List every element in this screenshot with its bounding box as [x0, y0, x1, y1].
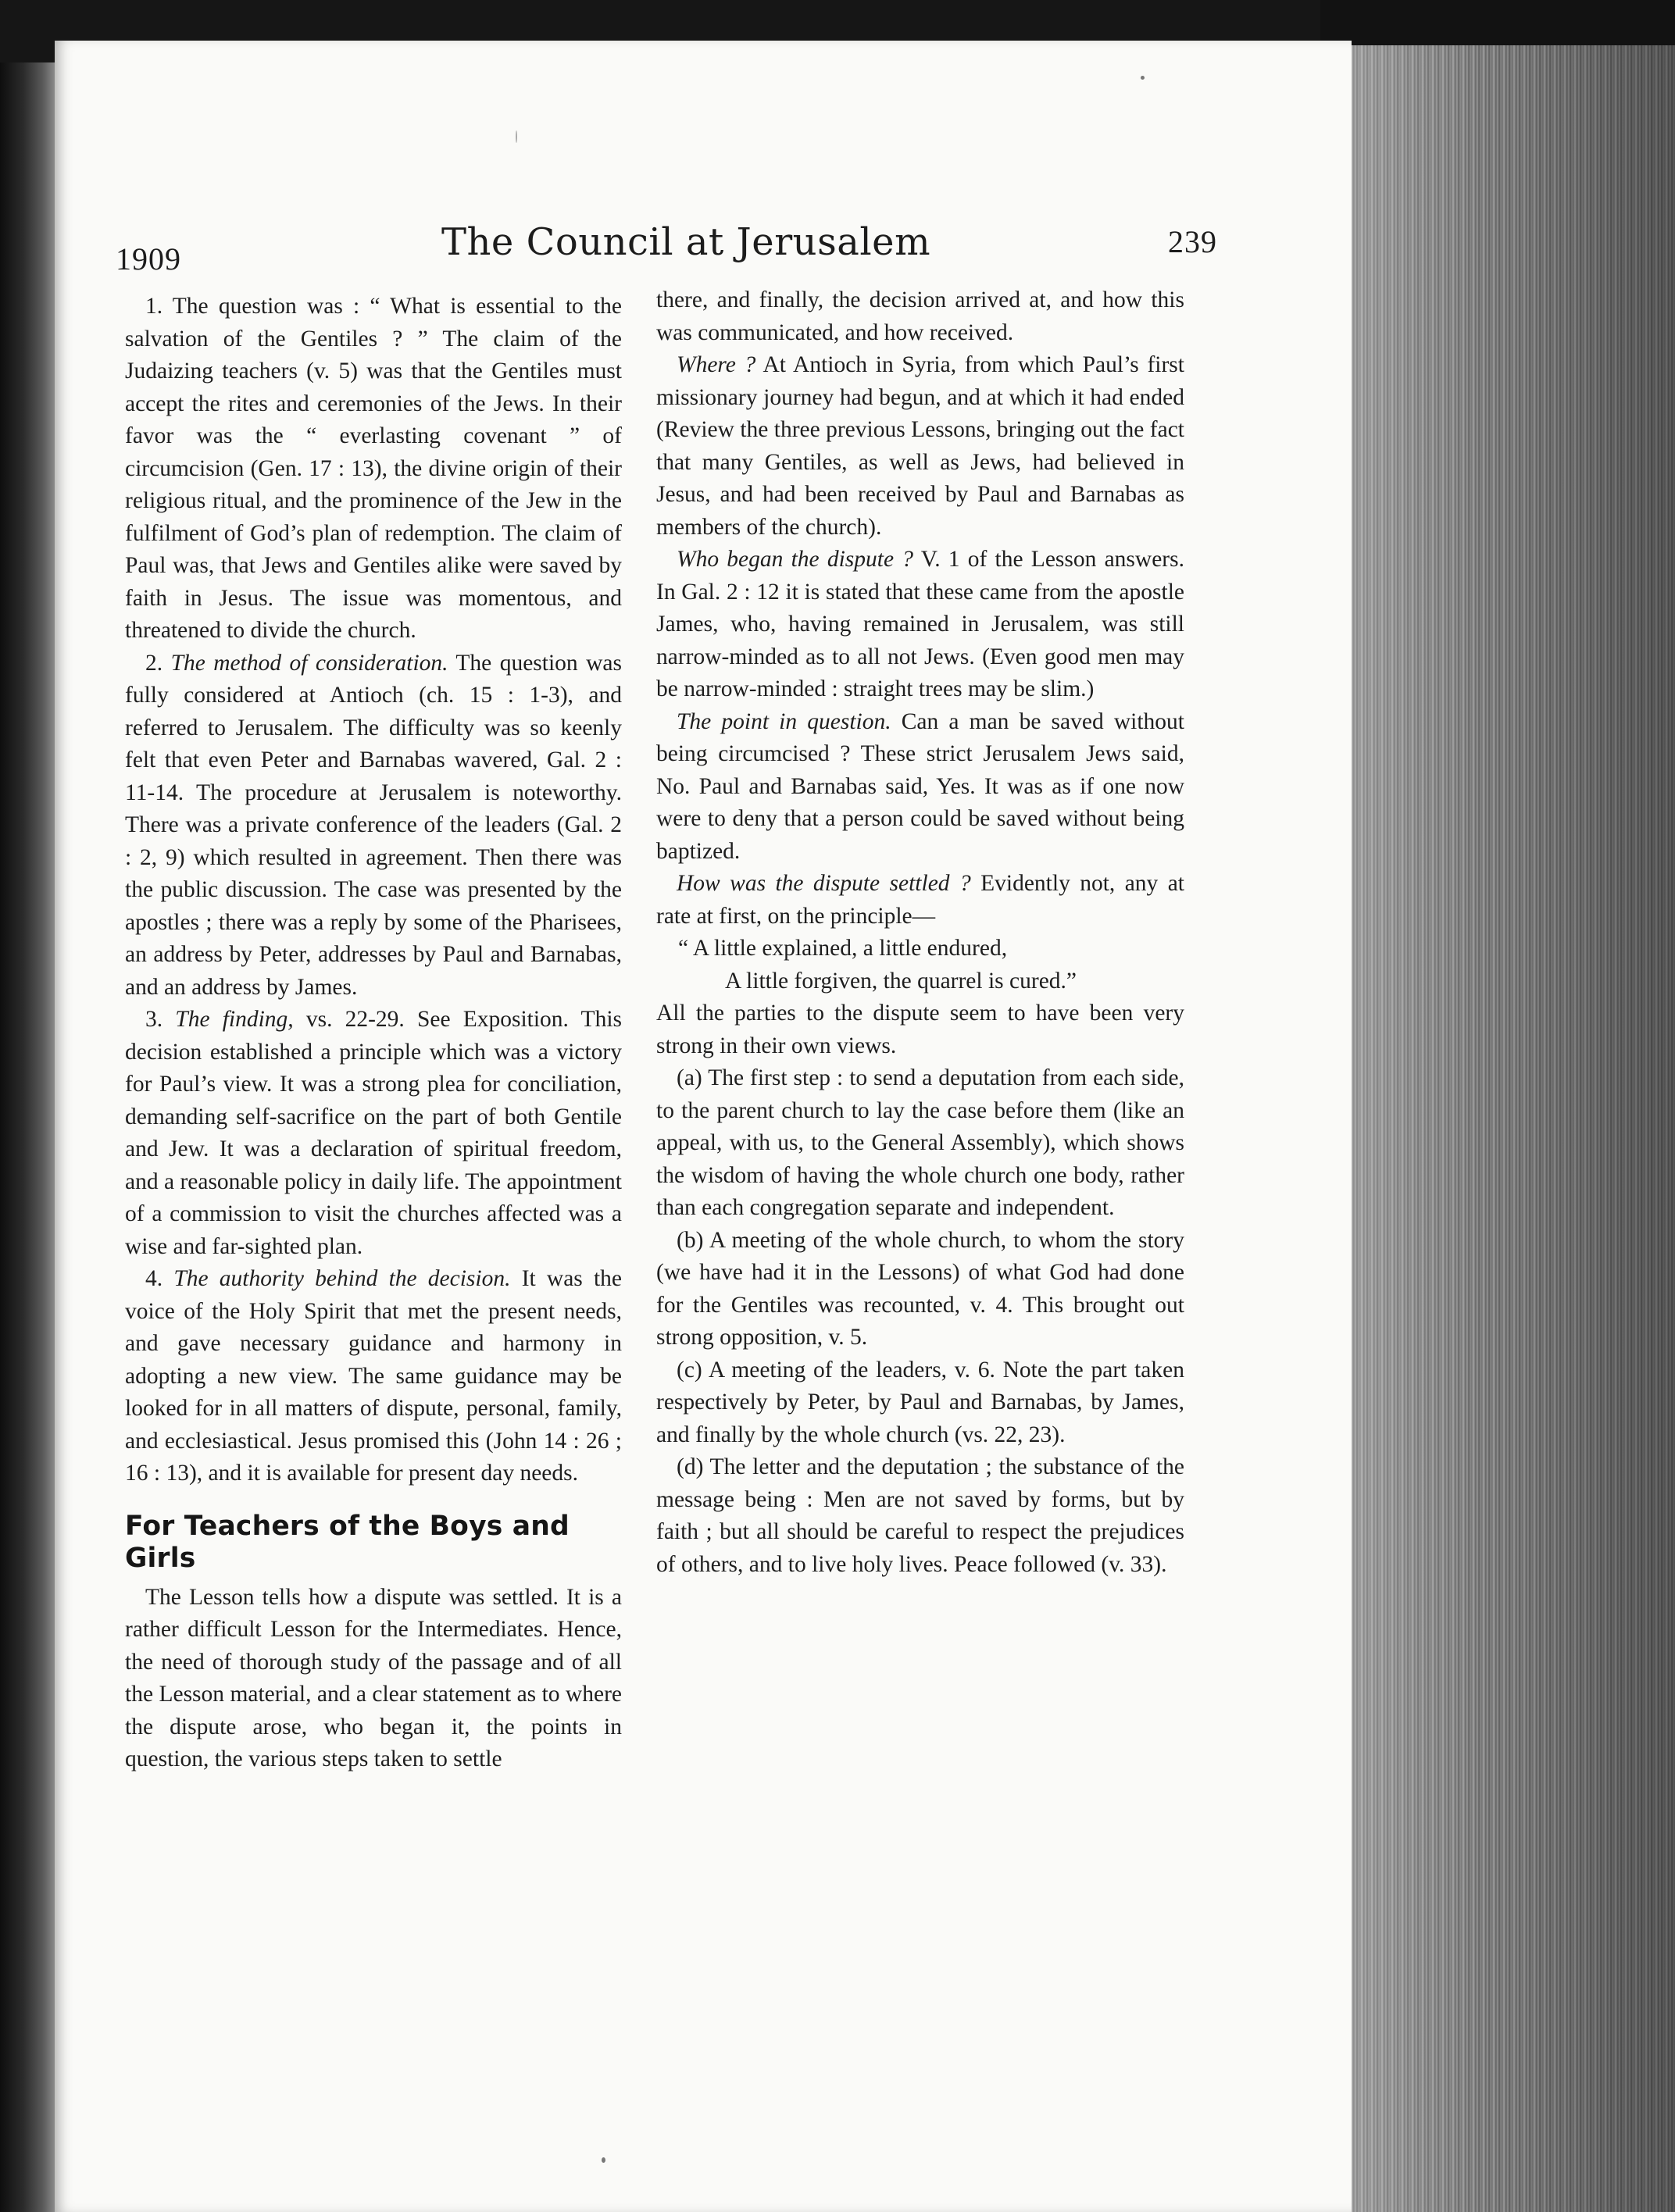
paragraph-text: It was the voice of the Holy Spirit that met the present needs, and gave necessary guidance and harmony in adopting a new view. The same guidance may be looked for in all matters of dispute, personal, family, and ecclesiastical. Jesus promised this (John 14 : 26 ; 16 : 13), and it is available for present day needs.: [125, 1266, 622, 1486]
paragraph-text: At Antioch in Syria, from which Paul’s first missionary journey had begun, and at which it had ended (Review the three previous Lessons, bringing out the fact that many Gentiles, as well as Jews, had believed in Jesus, and had been received by Paul and Barnabas as members of the church).: [656, 352, 1184, 540]
paragraph-how-settled: [656, 868, 1184, 933]
paragraph-lead-italic: The method of consideration.: [170, 650, 448, 676]
paragraph-text: Evidently not, any at rate at first, on the principle—: [656, 871, 1184, 929]
paragraph-lead-italic: Who began the dispute ?: [677, 547, 914, 572]
paragraph-text: vs. 22-29. See Exposition. This decision established a principle which was a victory for Paul’s view. It was a strong plea for conciliation, demanding self-sacrifice on the part of both Gentile and Jew. It was a declaration of spiritual freedom, and a reasonable policy in daily life. The appointment of a commission to visit the churches affected was a wise and far-sighted plan.: [125, 1007, 622, 1259]
section-heading: For Teachers of the Boys and Girls: [125, 1510, 570, 1574]
paragraph-question: 1. The question was : “ What is essential to the salvation of the Gentiles ? ” The claim of the Judaizing teachers (v. 5) was that the Gentiles must accept the rites and ceremonies of the Jews. In their favor was the “ everlasting covenant ” of circumcision (Gen. 17 : 13), the divine origin of their religious ritual, and the prominence of the Jew in the fulfilment of God’s plan of redemption. The claim of Paul was, that Jews and Gentiles alike were saved by faith in Jesus. The issue was momentous, and threatened to divide the church.: [125, 294, 622, 643]
header-year: 1909: [116, 241, 181, 276]
paragraph-step-a: (a) The first step : to send a deputation from each side, to the parent church to lay the case before them (like an appeal, with us, to the General Assembly), which shows the wisdom of having the whole church one body, rather than each congregation separate and independent.: [656, 1065, 1184, 1220]
paragraph-teachers-intro: The Lesson tells how a dispute was settled. It is a rather difficult Lesson for the Intermediates. Hence, the need of thorough study of the passage and of all the Lesson material, and a clear statement as to where the dispute arose, who began it, the points in question, the various steps taken to settle: [125, 1584, 622, 1771]
paragraph-number: 2.: [145, 650, 171, 676]
left-column: [125, 291, 622, 1776]
paragraph-lead-italic: How was the dispute settled ?: [677, 871, 971, 896]
poem-line: “ A little explained, a little endured,: [678, 936, 1008, 961]
paragraph-text: The question was fully considered at Antioch (ch. 15 : 1-3), and referred to Jerusalem. The difficulty was so keenly felt that even Peter and Barnabas wavered, Gal. 2 : 11-14. The procedure at Jerusalem is noteworthy. There was a private conference of the leaders (Gal. 2 : 2, 9) which resulted in agreement. Then there was the public discussion. The case was presented by the apostles ; there was a reply by some of the Pharisees, an address by Peter, addresses by Paul and Barnabas, and an address by James.: [125, 650, 622, 1000]
paragraph-method: [125, 648, 622, 1004]
book-gutter-left: [0, 62, 55, 2212]
scan-mark: [516, 130, 517, 143]
paragraph-number: 4.: [145, 1266, 174, 1291]
book-page-edges: [1344, 45, 1675, 2212]
chapter-title: The Council at Jerusalem: [441, 220, 931, 264]
paragraph-step-b: (b) A meeting of the whole church, to whom the story (we have had it in the Lessons) of what God had done for the Gentiles was recounted, v. 4. This brought out strong opposition, v. 5.: [656, 1227, 1184, 1350]
right-column: [656, 284, 1184, 1581]
paragraph-lead-italic: The point in question.: [677, 708, 891, 734]
paragraph-where: [656, 349, 1184, 544]
poem-line: A little forgiven, the quarrel is cured.”: [725, 968, 1077, 994]
paragraph-step-c: (c) A meeting of the leaders, v. 6. Note the part taken respectively by Peter, by Paul and Barnabas, by James, and finally by the whole church (vs. 22, 23).: [656, 1357, 1184, 1447]
paragraph-who-began: [656, 544, 1184, 706]
paragraph-number: 3.: [145, 1007, 176, 1032]
scan-speck: [602, 2157, 605, 2163]
paragraph-text: V. 1 of the Lesson answers. In Gal. 2 : 12 it is stated that these came from the apostle James, who, having remained in Jerusalem, was still narrow-minded as to all not Jews. (Even good men may be narrow-minded : straight trees may be slim.): [656, 547, 1184, 701]
paragraph-lead-italic: The authority behind the decision.: [173, 1266, 511, 1291]
paragraph-continuation: there, and finally, the decision arrived at, and how this was communicated, and how received.: [656, 287, 1184, 345]
paragraph-authority: [125, 1263, 622, 1490]
paragraph-lead-italic: Where ?: [677, 352, 756, 377]
paragraph-text: Can a man be saved without being circumcised ? These strict Jerusalem Jews said, No. Paul and Barnabas said, Yes. It was as if one now were to deny that a person could be saved without being baptized.: [656, 708, 1184, 864]
paragraph-parties: All the parties to the dispute seem to have been very strong in their own views.: [656, 1001, 1184, 1058]
scan-speck: [1141, 76, 1145, 80]
page-header: [116, 217, 1217, 287]
paragraph-point: [656, 706, 1184, 869]
paragraph-step-d: (d) The letter and the deputation ; the substance of the message being : Men are not saved by forms, but by faith ; but all should be careful to respect the prejudices of others, and to live holy lives. Peace followed (v. 33).: [656, 1454, 1184, 1577]
paragraph-lead-italic: The finding,: [175, 1007, 294, 1032]
paragraph-finding: [125, 1004, 622, 1263]
page-number: 239: [1168, 224, 1217, 259]
